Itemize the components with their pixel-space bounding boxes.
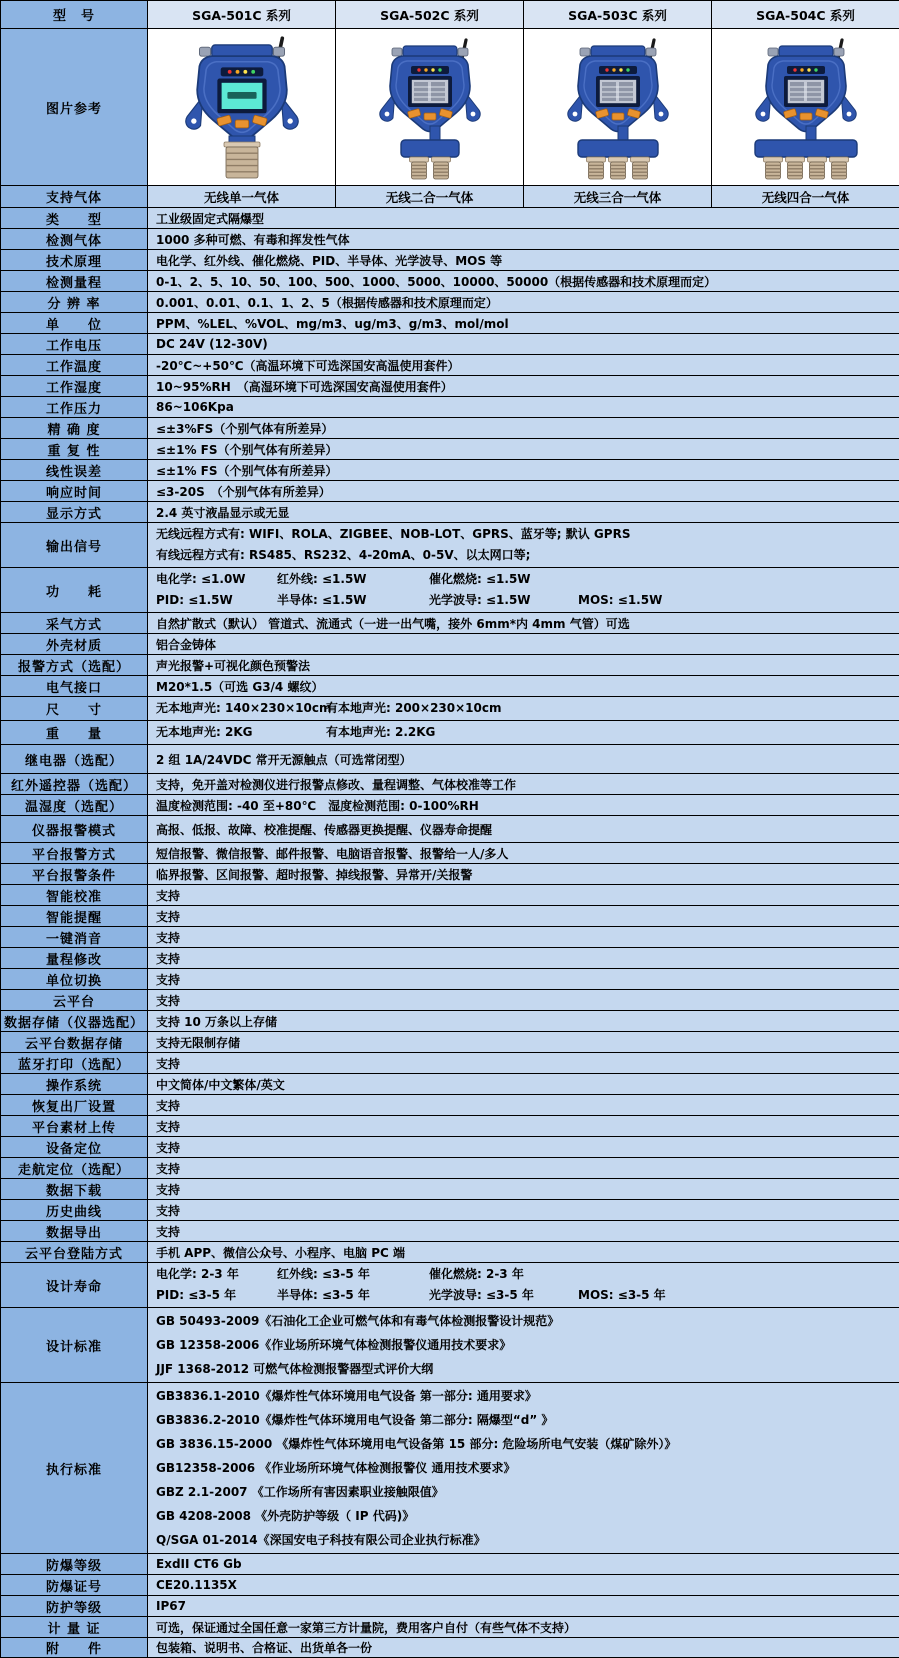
row-value: 支持	[148, 1116, 899, 1137]
value-segment: 光学波导: ≤3-5 年	[429, 1285, 578, 1306]
row-label: 数据下载	[1, 1179, 148, 1200]
row-value: ExdII CT6 Gb	[148, 1554, 899, 1575]
header-label: 型 号	[1, 1, 148, 29]
value-segment: 半导体: ≤1.5W	[277, 590, 429, 611]
row-label: 工作电压	[1, 334, 148, 355]
spec-row	[1, 885, 899, 906]
row-label: 检测气体	[1, 229, 148, 250]
value-segment: 光学波导: ≤1.5W	[429, 590, 578, 611]
row-value: 自然扩散式（默认） 管道式、流通式（一进一出气嘴，接外 6mm*内 4mm 气管）可选	[148, 613, 899, 634]
product-image-cell-sga-502c	[336, 29, 524, 186]
spec-row	[1, 1011, 899, 1032]
row-value: 支持	[148, 906, 899, 927]
spec-row	[1, 334, 899, 355]
row-value: 支持，免开盖对检测仪进行报警点修改、量程调整、气体校准等工作	[148, 774, 899, 795]
header-row	[1, 1, 899, 29]
spec-row	[1, 1116, 899, 1137]
value-segment: 催化燃烧: ≤1.5W	[429, 569, 531, 590]
value-segment: 有本地声光: 200×230×10cm	[326, 698, 502, 719]
spec-row	[1, 1053, 899, 1074]
row-value: 支持	[148, 1158, 899, 1179]
row-value: 支持	[148, 1095, 899, 1116]
spec-row	[1, 948, 899, 969]
gas-type-sga-502c: 无线二合一气体	[336, 186, 524, 208]
spec-row	[1, 795, 899, 816]
row-label: 操作系统	[1, 1074, 148, 1095]
value-line: GB12358-2006 《作业场所环境气体检测报警仪 通用技术要求》	[156, 1456, 891, 1480]
value-line: GB 3836.15-2000 《爆炸性气体环境用电气设备第 15 部分: 危险场所电气安装（煤矿除外）》	[156, 1432, 891, 1456]
row-label: 防护等级	[1, 1596, 148, 1617]
gas-detector-illustration	[345, 30, 515, 180]
spec-row	[1, 1596, 899, 1617]
spec-row	[1, 313, 899, 334]
row-value: 2.4 英寸液晶显示或无显	[148, 502, 899, 523]
row-value: 临界报警、区间报警、超时报警、掉线报警、异常开/关报警	[148, 864, 899, 885]
row-label: 类 型	[1, 208, 148, 229]
spec-row	[1, 229, 899, 250]
spec-row	[1, 1575, 899, 1596]
row-value: ≤±1% FS（个别气体有所差异）	[148, 439, 899, 460]
row-label: 重 复 性	[1, 439, 148, 460]
row-label: 采气方式	[1, 613, 148, 634]
spec-row	[1, 1263, 899, 1308]
row-value: 中文简体/中文繁体/英文	[148, 1074, 899, 1095]
spec-row	[1, 864, 899, 885]
row-label: 智能校准	[1, 885, 148, 906]
row-label: 蓝牙打印（选配）	[1, 1053, 148, 1074]
row-value: 支持	[148, 885, 899, 906]
row-label: 技术原理	[1, 250, 148, 271]
value-line: GBZ 2.1-2007 《工作场所有害因素职业接触限值》	[156, 1480, 891, 1504]
row-label: 量程修改	[1, 948, 148, 969]
row-value: 电化学、红外线、催化燃烧、PID、半导体、光学波导、MOS 等	[148, 250, 899, 271]
row-value: 2 组 1A/24VDC 常开无源触点（可选常闭型）	[148, 745, 899, 774]
row-label: 走航定位（选配）	[1, 1158, 148, 1179]
value-line: GB3836.2-2010《爆炸性气体环境用电气设备 第二部分: 隔爆型“d” 》	[156, 1408, 891, 1432]
product-image-cell-sga-501c	[148, 29, 336, 186]
row-label: 继电器（选配）	[1, 745, 148, 774]
spec-row	[1, 1242, 899, 1263]
spec-row	[1, 816, 899, 843]
row-label: 报警方式（选配）	[1, 655, 148, 676]
value-line: 有线远程方式有: RS485、RS232、4-20mA、0-5V、以太网口等;	[156, 545, 891, 566]
row-value: ≤±3%FS（个别气体有所差异）	[148, 418, 899, 439]
row-value: 支持	[148, 1179, 899, 1200]
row-label: 显示方式	[1, 502, 148, 523]
row-value	[148, 568, 899, 613]
row-value: PPM、%LEL、%VOL、mg/m3、ug/m3、g/m3、mol/mol	[148, 313, 899, 334]
spec-row	[1, 1158, 899, 1179]
value-line	[156, 722, 891, 743]
spec-row	[1, 439, 899, 460]
spec-row	[1, 1617, 899, 1638]
row-value: CE20.1135X	[148, 1575, 899, 1596]
row-label: 尺 寸	[1, 697, 148, 721]
spec-row	[1, 355, 899, 376]
value-line	[156, 569, 891, 590]
value-line	[156, 590, 891, 611]
spec-row	[1, 460, 899, 481]
gas-row	[1, 186, 899, 208]
value-segment: 电化学: 2-3 年	[156, 1264, 277, 1285]
row-label: 红外遥控器（选配）	[1, 774, 148, 795]
value-segment: 红外线: ≤1.5W	[277, 569, 429, 590]
row-value: 0.001、0.01、0.1、1、2、5（根据传感器和技术原理而定）	[148, 292, 899, 313]
value-segment: 有本地声光: 2.2KG	[326, 722, 435, 743]
row-value: ≤3-20S （个别气体有所差异）	[148, 481, 899, 502]
spec-row	[1, 376, 899, 397]
row-value: 手机 APP、微信公众号、小程序、电脑 PC 端	[148, 1242, 899, 1263]
value-line	[156, 1285, 891, 1306]
value-segment: 半导体: ≤3-5 年	[277, 1285, 429, 1306]
spec-row	[1, 676, 899, 697]
spec-row	[1, 655, 899, 676]
product-image-cell-sga-504c	[712, 29, 899, 186]
row-label: 仪器报警模式	[1, 816, 148, 843]
row-value: 声光报警+可视化颜色预警法	[148, 655, 899, 676]
row-value: 铝合金铸体	[148, 634, 899, 655]
spec-row	[1, 969, 899, 990]
row-label: 精 确 度	[1, 418, 148, 439]
row-value: 10~95%RH （高湿环境下可选深国安高湿使用套件）	[148, 376, 899, 397]
spec-row	[1, 697, 899, 721]
spec-row	[1, 634, 899, 655]
row-value: 0-1、2、5、10、50、100、500、1000、5000、10000、50000（根据传感器和技术原理而定）	[148, 271, 899, 292]
spec-row	[1, 208, 899, 229]
spec-row	[1, 745, 899, 774]
value-segment: MOS: ≤1.5W	[578, 590, 662, 611]
value-segment: 无本地声光: 2KG	[156, 722, 326, 743]
gas-type-sga-504c: 无线四合一气体	[712, 186, 899, 208]
spec-row	[1, 1200, 899, 1221]
row-label: 数据导出	[1, 1221, 148, 1242]
value-segment: PID: ≤1.5W	[156, 590, 277, 611]
row-label: 线性误差	[1, 460, 148, 481]
row-value: ≤±1% FS（个别气体有所差异）	[148, 460, 899, 481]
row-value: 支持	[148, 990, 899, 1011]
row-value: 短信报警、微信报警、邮件报警、电脑语音报警、报警给一人/多人	[148, 843, 899, 864]
spec-row	[1, 1221, 899, 1242]
value-line: GB 50493-2009《石油化工企业可燃气体和有毒气体检测报警设计规范》	[156, 1309, 891, 1333]
row-label: 恢复出厂设置	[1, 1095, 148, 1116]
spec-row	[1, 1179, 899, 1200]
row-label: 工作温度	[1, 355, 148, 376]
row-label: 平台报警方式	[1, 843, 148, 864]
spec-row	[1, 271, 899, 292]
gas-row-label: 支持气体	[1, 186, 148, 208]
value-line: GB3836.1-2010《爆炸性气体环境用电气设备 第一部分: 通用要求》	[156, 1384, 891, 1408]
row-label: 云平台	[1, 990, 148, 1011]
row-label: 设计寿命	[1, 1263, 148, 1308]
row-label: 功 耗	[1, 568, 148, 613]
spec-row	[1, 1308, 899, 1383]
value-segment: PID: ≤3-5 年	[156, 1285, 277, 1306]
row-value	[148, 1308, 899, 1383]
row-label: 单位切换	[1, 969, 148, 990]
spec-row	[1, 502, 899, 523]
row-label: 工作压力	[1, 397, 148, 418]
row-label: 附 件	[1, 1638, 148, 1658]
spec-row	[1, 613, 899, 634]
spec-row	[1, 1032, 899, 1053]
value-segment: 电化学: ≤1.0W	[156, 569, 277, 590]
spec-row	[1, 774, 899, 795]
row-value	[148, 697, 899, 721]
spec-row	[1, 481, 899, 502]
spec-row	[1, 843, 899, 864]
row-label: 云平台数据存储	[1, 1032, 148, 1053]
model-header-sga-502c: SGA-502C 系列	[336, 1, 524, 29]
value-line: GB 4208-2008 《外壳防护等级（ IP 代码)》	[156, 1504, 891, 1528]
row-label: 分 辨 率	[1, 292, 148, 313]
spec-row	[1, 250, 899, 271]
row-label: 设备定位	[1, 1137, 148, 1158]
spec-row	[1, 523, 899, 568]
spec-row	[1, 1638, 899, 1658]
row-value: 支持	[148, 1137, 899, 1158]
gas-detector-illustration	[533, 30, 703, 180]
row-label: 单 位	[1, 313, 148, 334]
value-line	[156, 698, 891, 719]
spec-row	[1, 1554, 899, 1575]
row-label: 智能提醒	[1, 906, 148, 927]
row-label: 输出信号	[1, 523, 148, 568]
spec-row	[1, 927, 899, 948]
gas-detector-illustration	[721, 30, 891, 180]
row-label: 防爆证号	[1, 1575, 148, 1596]
row-label: 数据存储（仪器选配）	[1, 1011, 148, 1032]
spec-row	[1, 721, 899, 745]
row-value: 温度检测范围: -40 至+80℃ 湿度检测范围: 0-100%RH	[148, 795, 899, 816]
row-value: 支持 10 万条以上存储	[148, 1011, 899, 1032]
row-value: DC 24V (12-30V)	[148, 334, 899, 355]
row-label: 重 量	[1, 721, 148, 745]
row-label: 电气接口	[1, 676, 148, 697]
gas-type-sga-503c: 无线三合一气体	[524, 186, 712, 208]
row-label: 响应时间	[1, 481, 148, 502]
spec-row	[1, 292, 899, 313]
row-value: 支持	[148, 927, 899, 948]
model-header-sga-503c: SGA-503C 系列	[524, 1, 712, 29]
spec-row	[1, 568, 899, 613]
image-row-label: 图片参考	[1, 29, 148, 186]
value-segment: 红外线: ≤3-5 年	[277, 1264, 429, 1285]
value-segment: 催化燃烧: 2-3 年	[429, 1264, 524, 1285]
row-value: 支持	[148, 1200, 899, 1221]
row-label: 检测量程	[1, 271, 148, 292]
spec-row	[1, 1095, 899, 1116]
row-label: 温湿度（选配）	[1, 795, 148, 816]
row-value: 支持	[148, 1221, 899, 1242]
spec-row	[1, 1137, 899, 1158]
spec-row	[1, 990, 899, 1011]
row-value: 工业级固定式隔爆型	[148, 208, 899, 229]
row-value: 支持无限制存储	[148, 1032, 899, 1053]
row-value: M20*1.5（可选 G3/4 螺纹）	[148, 676, 899, 697]
row-value: -20℃~+50℃（高温环境下可选深国安高温使用套件）	[148, 355, 899, 376]
row-label: 防爆等级	[1, 1554, 148, 1575]
model-header-sga-501c: SGA-501C 系列	[148, 1, 336, 29]
row-label: 一键消音	[1, 927, 148, 948]
row-label: 平台报警条件	[1, 864, 148, 885]
spec-row	[1, 418, 899, 439]
value-line	[156, 1264, 891, 1285]
row-label: 历史曲线	[1, 1200, 148, 1221]
row-label: 执行标准	[1, 1383, 148, 1554]
spec-row	[1, 906, 899, 927]
row-value	[148, 523, 899, 568]
row-label: 设计标准	[1, 1308, 148, 1383]
spec-row	[1, 397, 899, 418]
gas-detector-illustration	[157, 30, 327, 180]
row-value	[148, 721, 899, 745]
row-value: 高报、低报、故障、校准提醒、传感器更换提醒、仪器寿命提醒	[148, 816, 899, 843]
value-line: Q/SGA 01-2014《深国安电子科技有限公司企业执行标准》	[156, 1528, 891, 1552]
value-line: JJF 1368-2012 可燃气体检测报警器型式评价大纲	[156, 1357, 891, 1381]
value-line: 无线远程方式有: WIFI、ROLA、ZIGBEE、NOB-LOT、GPRS、蓝牙等; 默认 GPRS	[156, 524, 891, 545]
row-value: 1000 多种可燃、有毒和挥发性气体	[148, 229, 899, 250]
row-value	[148, 1263, 899, 1308]
row-value: 支持	[148, 1053, 899, 1074]
row-value: IP67	[148, 1596, 899, 1617]
spec-row	[1, 1383, 899, 1554]
value-segment: 无本地声光: 140×230×10cm	[156, 698, 326, 719]
gas-type-sga-501c: 无线单一气体	[148, 186, 336, 208]
spec-row	[1, 1074, 899, 1095]
row-value: 支持	[148, 948, 899, 969]
row-label: 计 量 证	[1, 1617, 148, 1638]
row-value	[148, 1383, 899, 1554]
row-label: 外壳材质	[1, 634, 148, 655]
model-header-sga-504c: SGA-504C 系列	[712, 1, 899, 29]
row-label: 工作湿度	[1, 376, 148, 397]
value-line: GB 12358-2006《作业场所环境气体检测报警仪通用技术要求》	[156, 1333, 891, 1357]
row-value: 支持	[148, 969, 899, 990]
image-row	[1, 29, 899, 186]
row-value: 86~106Kpa	[148, 397, 899, 418]
row-value: 包装箱、说明书、合格证、出货单各一份	[148, 1638, 899, 1658]
product-image-cell-sga-503c	[524, 29, 712, 186]
row-label: 平台素材上传	[1, 1116, 148, 1137]
row-label: 云平台登陆方式	[1, 1242, 148, 1263]
row-value: 可选，保证通过全国任意一家第三方计量院，费用客户自付（有些气体不支持）	[148, 1617, 899, 1638]
value-segment: MOS: ≤3-5 年	[578, 1285, 666, 1306]
